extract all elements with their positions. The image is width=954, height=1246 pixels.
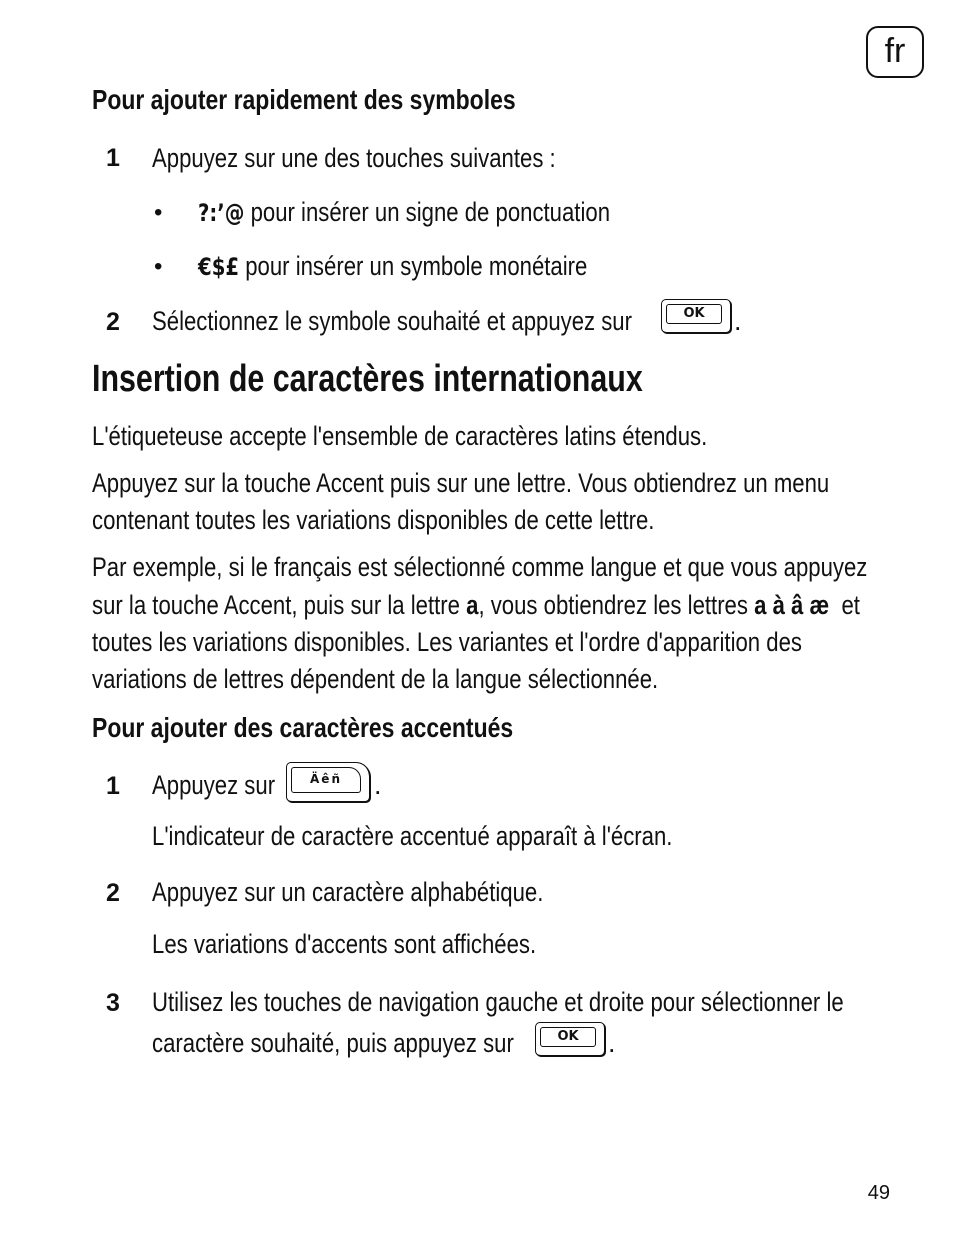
paragraph-line: , vous obtiendrez les lettres: [478, 590, 755, 620]
currency-symbols: €$£: [198, 253, 240, 281]
step-text: [152, 140, 644, 177]
step-number: 1: [106, 144, 120, 172]
step-text: [152, 767, 302, 804]
step-text-content: Utilisez les touches de navigation gauche et droite pour sélectionner le: [152, 987, 844, 1017]
bullet-icon: •: [154, 199, 163, 226]
example-letters: a à â æ: [754, 590, 830, 620]
paragraph: [92, 624, 954, 661]
step-note-text: Les variations d'accents sont affichées.: [152, 929, 537, 959]
page-title: [92, 358, 780, 401]
paragraph: [92, 465, 954, 502]
step-number: 2: [106, 879, 120, 907]
step-text: [152, 1025, 593, 1062]
ok-key-label: OK: [540, 1027, 596, 1047]
step-text: [152, 874, 629, 911]
step-text: [152, 984, 954, 1021]
ok-key-label: OK: [666, 304, 722, 324]
section-heading-accents: [92, 712, 606, 744]
step-text: [152, 303, 737, 340]
paragraph: [92, 502, 778, 539]
language-badge: fr: [866, 26, 924, 78]
section-heading-symbols-text: Pour ajouter rapidement des symboles: [92, 84, 516, 115]
paragraph-line: et: [829, 590, 860, 620]
period: .: [734, 306, 742, 336]
step-note: [152, 926, 620, 963]
paragraph-line: Par exemple, si le français est sélectionné comme langue et que vous appuyez: [92, 552, 868, 582]
example-letter: a: [466, 590, 479, 620]
step-text-content: Sélectionnez le symbole souhaité et appuyez sur: [152, 306, 632, 336]
accent-key-label: Äêñ: [291, 767, 361, 793]
paragraph-line: L'étiqueteuse accepte l'ensemble de caractères latins étendus.: [92, 421, 708, 451]
paragraph: [92, 549, 954, 586]
paragraph: [92, 661, 783, 698]
bullet-item-currency: [198, 248, 673, 286]
step-note: [152, 818, 787, 855]
step-text-content: Appuyez sur un caractère alphabétique.: [152, 877, 544, 907]
period: .: [374, 770, 382, 800]
step-text-content: Appuyez sur: [152, 770, 276, 800]
step-note-text: L'indicateur de caractère accentué apparaît à l'écran.: [152, 821, 673, 851]
step-number: 1: [106, 772, 120, 800]
step-number: 2: [106, 308, 120, 336]
page-title-text: Insertion de caractères internationaux: [92, 358, 643, 400]
bullet-text: pour insérer un signe de ponctuation: [244, 197, 611, 227]
paragraph-line: variations de lettres dépendent de la langue sélectionnée.: [92, 664, 659, 694]
page-number: 49: [867, 1182, 890, 1204]
paragraph-line: sur la touche Accent, puis sur la lettre: [92, 590, 467, 620]
punctuation-symbols: ?:’@: [198, 199, 245, 227]
paragraph-line: toutes les variations disponibles. Les variantes et l'ordre d'apparition des: [92, 627, 802, 657]
section-heading-symbols: [92, 84, 609, 116]
step-number: 3: [106, 989, 120, 1017]
paragraph: [92, 587, 954, 624]
accent-key-icon: [286, 762, 370, 802]
ok-key-icon: [535, 1022, 605, 1056]
paragraph-line: contenant toutes les variations disponibles de cette lettre.: [92, 505, 655, 535]
paragraph: [92, 418, 842, 455]
period: .: [608, 1028, 616, 1058]
bullet-text: pour insérer un symbole monétaire: [239, 251, 588, 281]
step-text-content: Appuyez sur une des touches suivantes :: [152, 143, 556, 173]
bullet-icon: •: [154, 253, 163, 280]
step-text-content: caractère souhaité, puis appuyez sur: [152, 1028, 514, 1058]
paragraph-line: Appuyez sur la touche Accent puis sur une lettre. Vous obtiendrez un menu: [92, 468, 830, 498]
bullet-item-punctuation: [198, 194, 700, 232]
section-heading-accents-text: Pour ajouter des caractères accentués: [92, 712, 514, 743]
ok-key-icon: [661, 299, 731, 333]
